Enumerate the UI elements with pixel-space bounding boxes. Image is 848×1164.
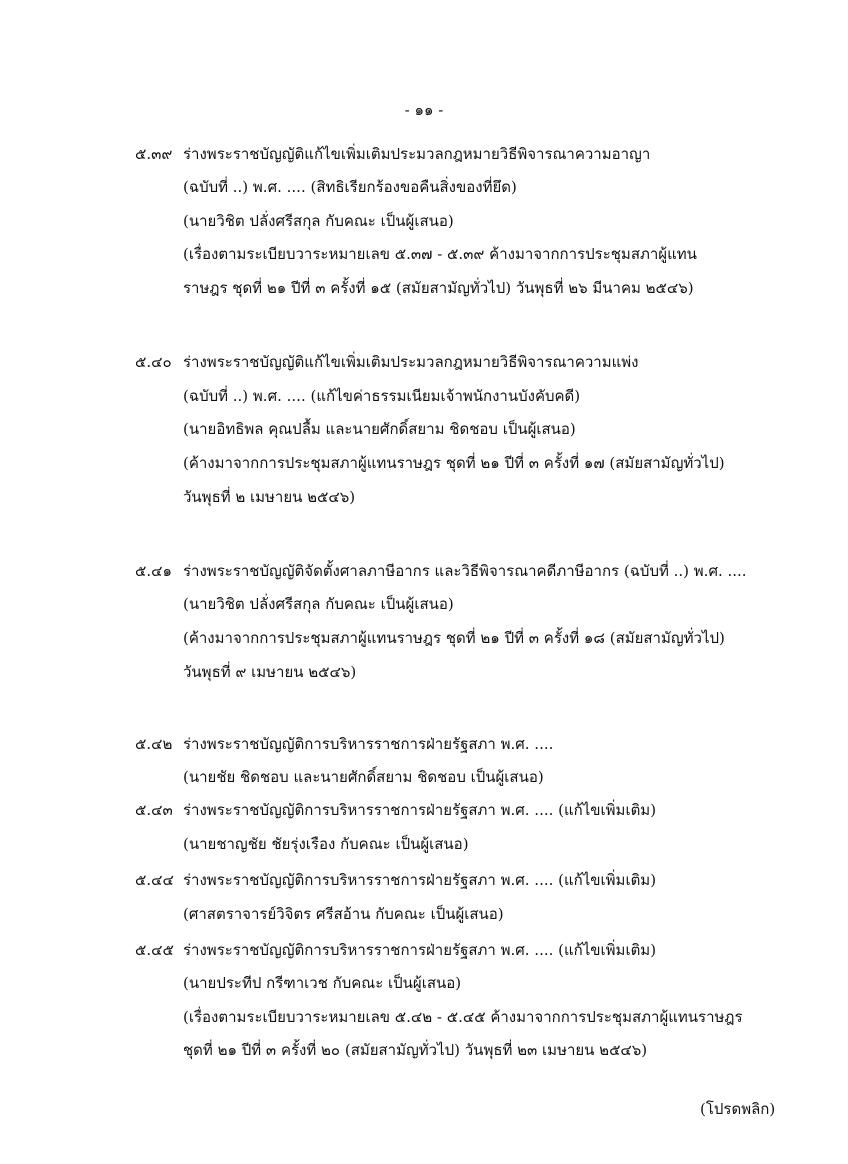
item-note: ราษฎร ชุดที่ ๒๑ ปีที่ ๓ ครั้งที่ ๑๕ (สมัยสามัญทั่วไป) วันพุธที่ ๒๖ มีนาคม ๒๕๔๖) [183, 279, 694, 297]
item-line: (ฉบับที่ ..) พ.ศ. .... (แก้ไขค่าธรรมเนียมเจ้าพนักงานบังคับคดี) [183, 387, 581, 405]
item-proposer: (นายชาญชัย ชัยรุ่งเรือง กับคณะ เป็นผู้เสนอ) [183, 835, 469, 853]
item-number: ๕.๔๓ [135, 801, 173, 819]
item-note: (ค้างมาจากการประชุมสภาผู้แทนราษฎร ชุดที่ ๒๑ ปีที่ ๓ ครั้งที่ ๑๘ (สมัยสามัญทั่วไป) [183, 629, 725, 647]
item-note: ชุดที่ ๒๑ ปีที่ ๓ ครั้งที่ ๒๐ (สมัยสามัญทั่วไป) วันพุธที่ ๒๓ เมษายน ๒๕๔๖) [183, 1041, 648, 1059]
item-note: (ค้างมาจากการประชุมสภาผู้แทนราษฎร ชุดที่ ๒๑ ปีที่ ๓ ครั้งที่ ๑๗ (สมัยสามัญทั่วไป) [183, 454, 725, 472]
item-note: (เรื่องตามระเบียบวาระหมายเลข ๕.๔๒ - ๕.๔๕ ค้างมาจากการประชุมสภาผู้แทนราษฎร [183, 1008, 743, 1026]
item-title: ร่างพระราชบัญญัติการบริหารราชการฝ่ายรัฐสภา พ.ศ. .... (แก้ไขเพิ่มเติม) [183, 941, 657, 959]
item-title: ร่างพระราชบัญญัติแก้ไขเพิ่มเติมประมวลกฎหมายวิธีพิจารณาความแพ่ง [183, 353, 639, 371]
item-number: ๕.๓๙ [135, 145, 173, 163]
item-number: ๕.๔๕ [135, 941, 174, 959]
item-number: ๕.๔๔ [135, 871, 174, 889]
item-title: ร่างพระราชบัญญัติจัดตั้งศาลภาษีอากร และวิธีพิจารณาคดีภาษีอากร (ฉบับที่ ..) พ.ศ. .... [183, 562, 747, 580]
item-proposer: (นายอิทธิพล คุณปลื้ม และนายศักดิ์สยาม ชิดชอบ เป็นผู้เสนอ) [183, 420, 576, 438]
item-proposer: (นายวิชิต ปลั่งศรีสกุล กับคณะ เป็นผู้เสนอ) [183, 595, 454, 613]
please-turn-over-note: (โปรดพลิก) [700, 1100, 776, 1118]
item-title: ร่างพระราชบัญญัติการบริหารราชการฝ่ายรัฐสภา พ.ศ. .... (แก้ไขเพิ่มเติม) [183, 801, 657, 819]
item-note: วันพุธที่ ๒ เมษายน ๒๕๔๖) [183, 488, 356, 506]
page-number: - ๑๑ - [404, 101, 444, 119]
item-proposer: (นายประทีป กรีฑาเวช กับคณะ เป็นผู้เสนอ) [183, 974, 462, 992]
item-line: (ฉบับที่ ..) พ.ศ. .... (สิทธิเรียกร้องขอคืนสิ่งของที่ยึด) [183, 178, 517, 196]
item-number: ๕.๔๒ [135, 735, 173, 753]
item-note: (เรื่องตามระเบียบวาระหมายเลข ๕.๓๗ - ๕.๓๙ ค้างมาจากการประชุมสภาผู้แทน [183, 245, 697, 263]
item-title: ร่างพระราชบัญญัติการบริหารราชการฝ่ายรัฐสภา พ.ศ. .... (แก้ไขเพิ่มเติม) [183, 871, 657, 889]
item-note: วันพุธที่ ๙ เมษายน ๒๕๔๖) [183, 663, 357, 681]
item-title: ร่างพระราชบัญญัติแก้ไขเพิ่มเติมประมวลกฎหมายวิธีพิจารณาความอาญา [183, 145, 651, 163]
item-proposer: (นายชัย ชิดชอบ และนายศักดิ์สยาม ชิดชอบ เป็นผู้เสนอ) [183, 768, 544, 786]
item-proposer: (ศาสตราจารย์วิจิตร ศรีสอ้าน กับคณะ เป็นผู้เสนอ) [183, 905, 504, 923]
item-proposer: (นายวิชิต ปลั่งศรีสกุล กับคณะ เป็นผู้เสนอ) [183, 212, 454, 230]
item-number: ๕.๔๐ [135, 353, 172, 371]
item-number: ๕.๔๑ [135, 562, 172, 580]
item-title: ร่างพระราชบัญญัติการบริหารราชการฝ่ายรัฐสภา พ.ศ. .... [183, 735, 554, 753]
